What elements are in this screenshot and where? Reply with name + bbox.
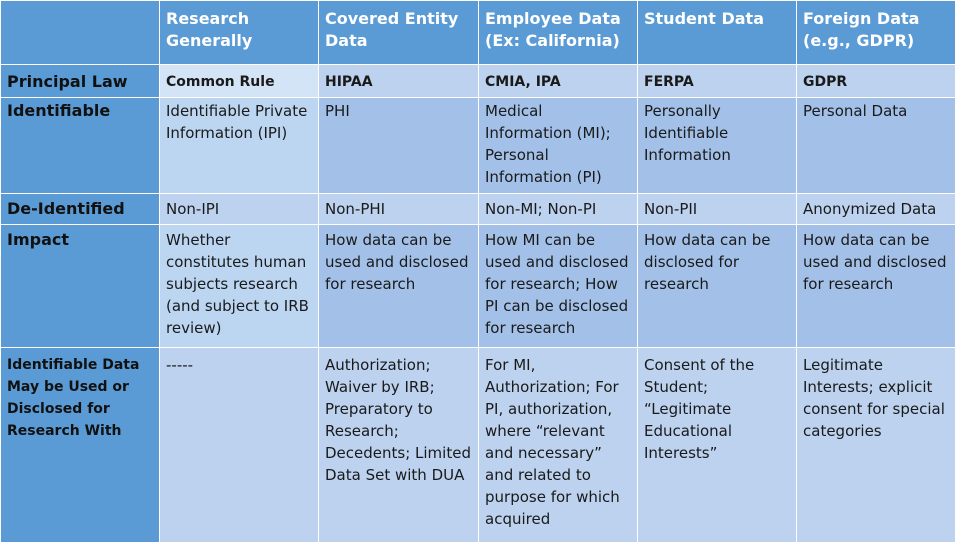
table-cell: Anonymized Data [797,194,955,225]
row-label-identifiable-data-use: Identifiable Data May be Used or Disclosed for Research With [1,348,160,543]
header-row [1,1,955,65]
table-cell: CMIA, IPA [479,65,638,98]
column-header-covered-entity: Covered Entity Data [319,1,479,65]
table-cell: Non-IPI [160,194,319,225]
table-cell: Non-PHI [319,194,479,225]
table-cell: FERPA [638,65,797,98]
table-cell: HIPAA [319,65,479,98]
column-header-research-generally: Research Generally [160,1,319,65]
table-cell: Personal Data [797,98,955,194]
table-cell: Authorization; Waiver by IRB; Preparatory to Research; Decedents; Limited Data Set with DUA [319,348,479,543]
table-cell: Legitimate Interests; explicit consent for special categories [797,348,955,543]
table-cell: Personally Identifiable Information [638,98,797,194]
table-cell: Whether constitutes human subjects research (and subject to IRB review) [160,225,319,348]
table-row-impact [1,225,955,348]
table-cell: ----- [160,348,319,543]
row-label-identifiable: Identifiable [1,98,160,194]
table-row-identifiable [1,98,955,194]
table-cell: Identifiable Private Information (IPI) [160,98,319,194]
table-row-principal-law [1,65,955,98]
table-cell: GDPR [797,65,955,98]
table-cell: How data can be disclosed for research [638,225,797,348]
row-label-principal-law: Principal Law [1,65,160,98]
row-label-impact: Impact [1,225,160,348]
table-cell: How data can be used and disclosed for research [319,225,479,348]
column-header-employee-data: Employee Data (Ex: California) [479,1,638,65]
table-cell: For MI, Authorization; For PI, authorization, where “relevant and necessary” and related to purpose for which acquired [479,348,638,543]
table-cell: PHI [319,98,479,194]
table-cell: Common Rule [160,65,319,98]
table-cell: Non-PII [638,194,797,225]
table-cell: Consent of the Student; “Legitimate Educational Interests” [638,348,797,543]
corner-cell [1,1,160,65]
table-cell: Non-MI; Non-PI [479,194,638,225]
row-label-de-identified: De-Identified [1,194,160,225]
table-cell: How MI can be used and disclosed for research; How PI can be disclosed for research [479,225,638,348]
table-cell: How data can be used and disclosed for research [797,225,955,348]
column-header-foreign-data: Foreign Data (e.g., GDPR) [797,1,955,65]
table-cell: Medical Information (MI); Personal Information (PI) [479,98,638,194]
table-row-de-identified [1,194,955,225]
table-row-identifiable-data-use [1,348,955,543]
column-header-student-data: Student Data [638,1,797,65]
